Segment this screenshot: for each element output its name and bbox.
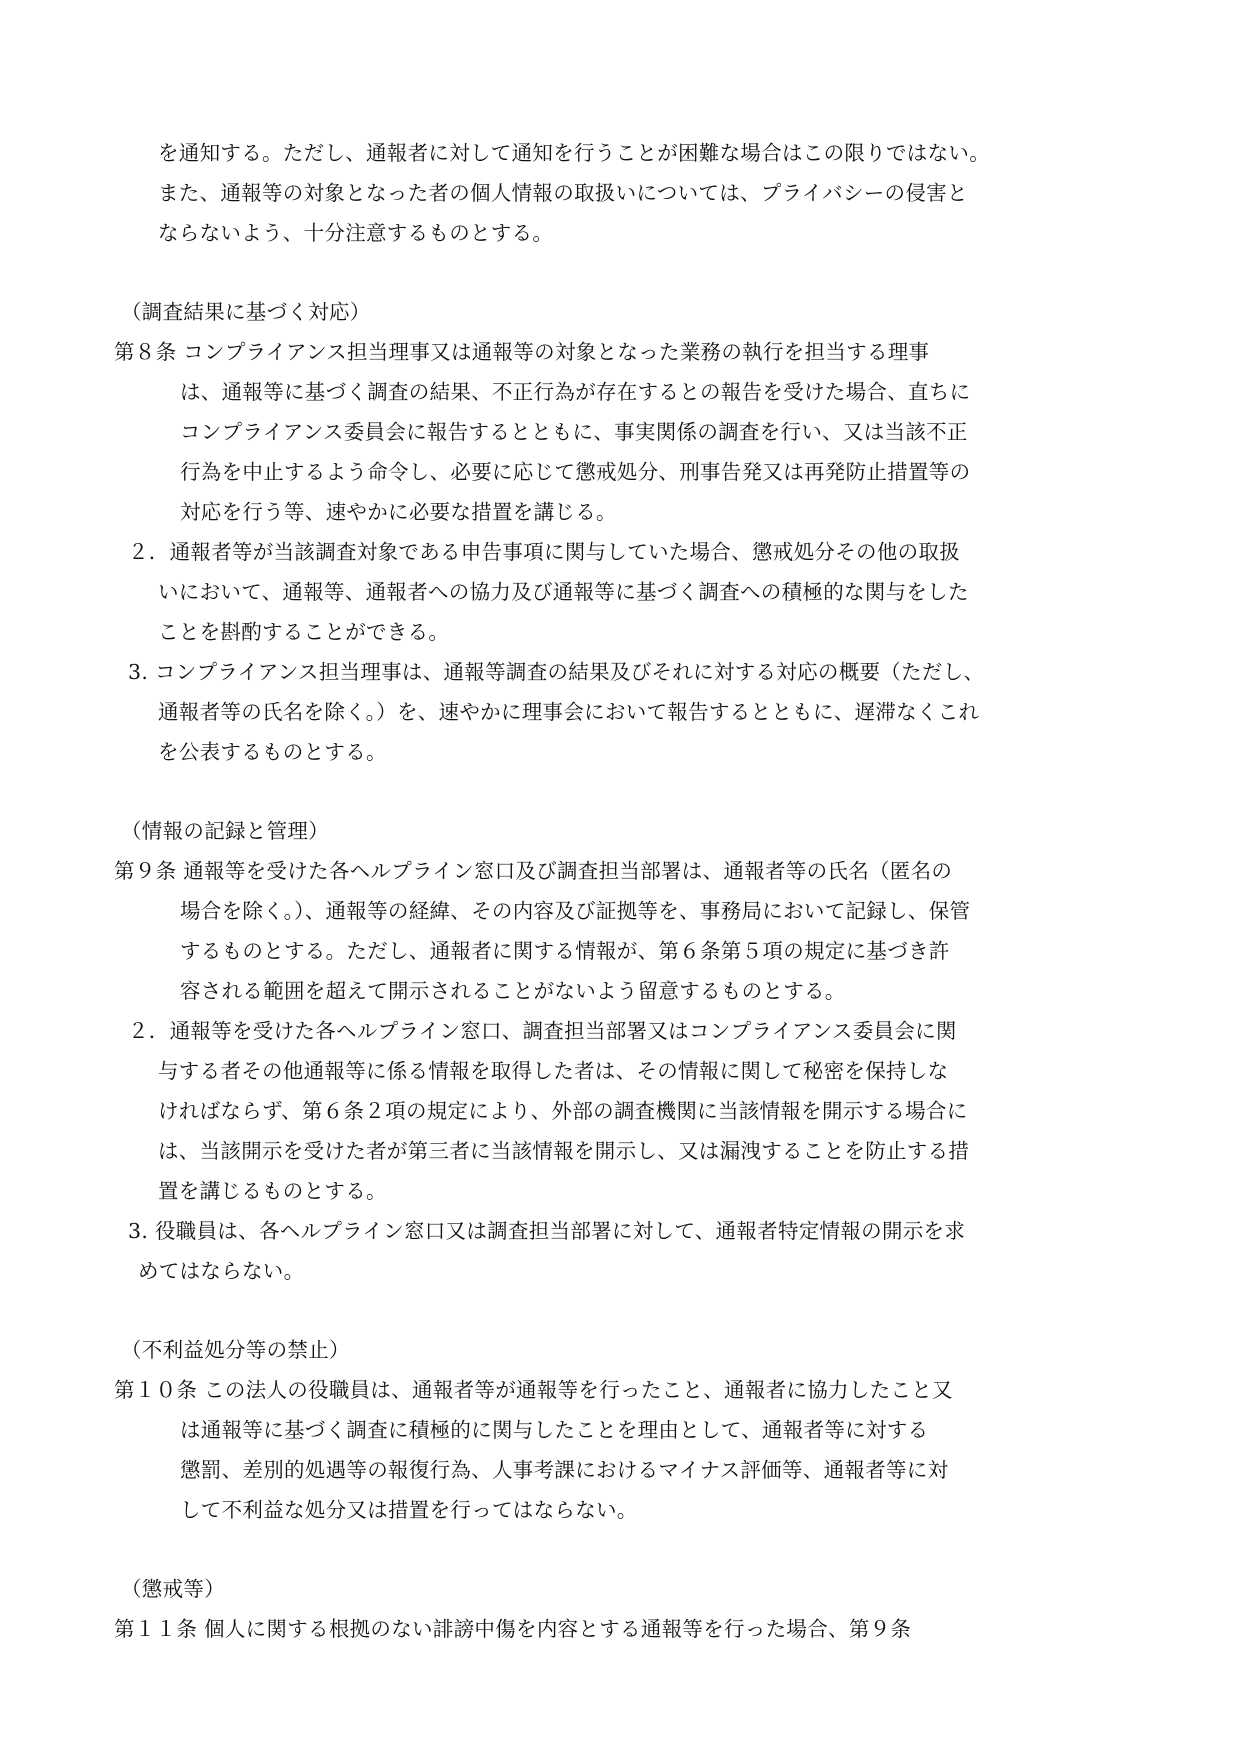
text-line: また、通報等の対象となった者の個人情報の取扱いについては、プライバシーの侵害と [158, 181, 968, 205]
paragraph-line: めてはならない。 [138, 1259, 305, 1283]
paragraph-line: ２．通報等を受けた各ヘルプライン窓口、調査担当部署又はコンプライアンス委員会に関 [128, 1019, 957, 1043]
paragraph-line: ことを斟酌することができる。 [158, 620, 450, 644]
text-line: ならないよう、十分注意するものとする。 [158, 221, 554, 245]
article-line: 場合を除く。）、通報等の経緯、その内容及び証拠等を、事務局において記録し、保管 [180, 899, 971, 923]
paragraph-line: 3. コンプライアンス担当理事は、通報等調査の結果及びそれに対する対応の概要（ただし、 [128, 660, 985, 684]
section-heading: （不利益処分等の禁止） [121, 1338, 350, 1362]
paragraph-line: 3. 役職員は、各ヘルプライン窓口又は調査担当部署に対して、通報者特定情報の開示を求 [128, 1219, 966, 1243]
section-heading: （懲戒等） [121, 1577, 225, 1601]
article-line: 第８条 コンプライアンス担当理事又は通報等の対象となった業務の執行を担当する理事 [114, 340, 930, 364]
article-line: は、通報等に基づく調査の結果、不正行為が存在するとの報告を受けた場合、直ちに [180, 380, 971, 404]
article-line: 第１１条 個人に関する根拠のない誹謗中傷を内容とする通報等を行った場合、第９条 [114, 1617, 912, 1641]
paragraph-line: 通報者等の氏名を除く。）を、速やかに理事会において報告するとともに、遅滞なくこれ [158, 700, 980, 724]
paragraph-line: を公表するものとする。 [158, 740, 387, 764]
paragraph-line: 置を講じるものとする。 [158, 1179, 387, 1203]
paragraph-line: は、当該開示を受けた者が第三者に当該情報を開示し、又は漏洩することを防止する措 [158, 1139, 970, 1163]
article-line: するものとする。ただし、通報者に関する情報が、第６条第５項の規定に基づき許 [180, 939, 950, 963]
article-line: 第９条 通報等を受けた各ヘルプライン窓口及び調査担当部署は、通報者等の氏名（匿名の [114, 859, 953, 883]
article-line: 対応を行う等、速やかに必要な措置を講じる。 [180, 500, 617, 524]
section-heading: （情報の記録と管理） [121, 819, 329, 843]
text-line: を通知する。ただし、通報者に対して通知を行うことが困難な場合はこの限りではない。 [158, 141, 990, 165]
article-line: 容される範囲を超えて開示されることがないよう留意するものとする。 [180, 979, 846, 1003]
article-line: 第１０条 この法人の役職員は、通報者等が通報等を行ったこと、通報者に協力したこと又 [114, 1378, 953, 1402]
article-line: コンプライアンス委員会に報告するとともに、事実関係の調査を行い、又は当該不正 [180, 420, 968, 444]
paragraph-line: ２．通報者等が当該調査対象である申告事項に関与していた場合、懲戒処分その他の取扱 [128, 540, 960, 564]
article-line: して不利益な処分又は措置を行ってはならない。 [180, 1498, 638, 1522]
article-line: 行為を中止するよう命令し、必要に応じて懲戒処分、刑事告発又は再発防止措置等の [180, 460, 971, 484]
article-line: 懲罰、差別的処遇等の報復行為、人事考課におけるマイナス評価等、通報者等に対 [180, 1458, 949, 1482]
paragraph-line: いにおいて、通報等、通報者への協力及び通報等に基づく調査への積極的な関与をした [158, 580, 969, 604]
paragraph-line: 与する者その他通報等に係る情報を取得した者は、その情報に関して秘密を保持しな [158, 1059, 949, 1083]
paragraph-line: ければならず、第６条２項の規定により、外部の調査機関に当該情報を開示する場合に [158, 1099, 968, 1123]
section-heading: （調査結果に基づく対応） [121, 300, 371, 324]
article-line: は通報等に基づく調査に積極的に関与したことを理由として、通報者等に対する [180, 1418, 929, 1442]
